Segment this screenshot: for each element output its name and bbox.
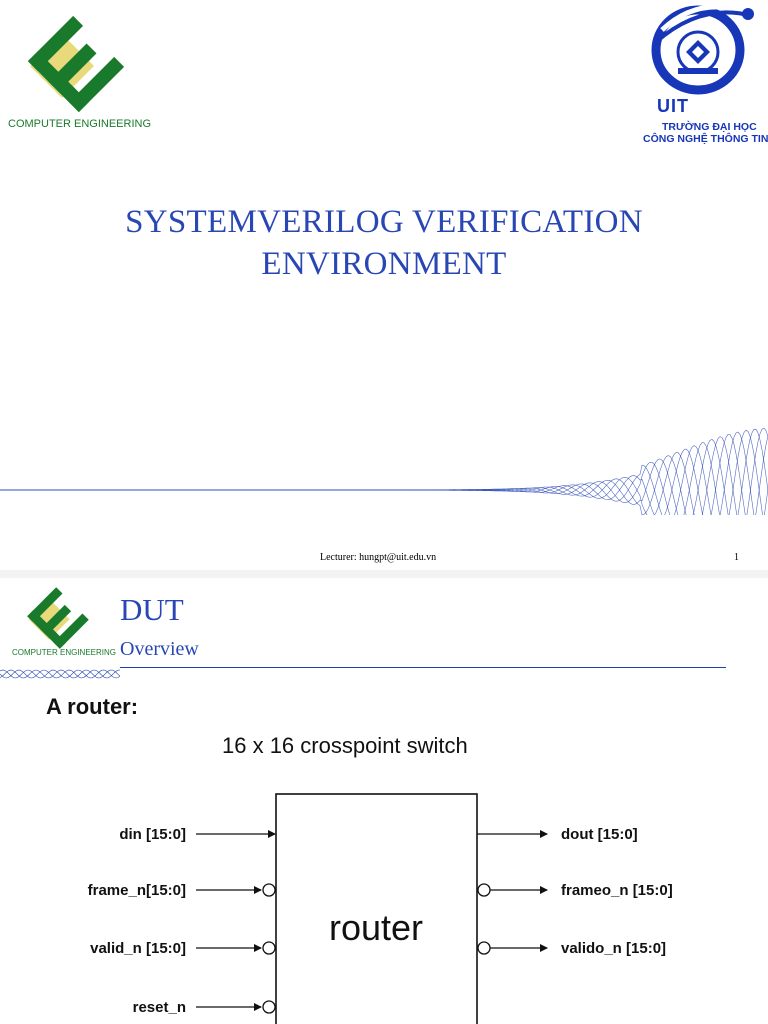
wave-line — [0, 428, 768, 515]
computer-engineering-logo — [26, 14, 126, 114]
uit-name: UIT — [657, 96, 689, 116]
router-heading: A router: — [46, 694, 139, 719]
decorative-wave — [0, 668, 120, 688]
title-rule — [120, 667, 726, 668]
wave-line — [0, 434, 768, 515]
output-label-dout: dout [15:0] — [561, 826, 638, 843]
slide-footer: Lecturer: hungpt@uit.edu.vn — [320, 552, 437, 563]
slide-title-line-1: SYSTEMVERILOG VERIFICATION — [125, 204, 643, 240]
computer-engineering-logo — [26, 586, 90, 650]
uit-line-1: TRƯỜNG ĐẠI HỌC — [662, 121, 757, 133]
input-label-valid-n: valid_n [15:0] — [90, 940, 186, 957]
slide-separator — [0, 570, 768, 578]
slide-title-line-2: ENVIRONMENT — [261, 246, 507, 282]
inversion-bubble-valid-n — [263, 942, 275, 954]
wave-line — [0, 429, 768, 515]
logo-caption: COMPUTER ENGINEERING — [12, 648, 117, 657]
dut-slide — [0, 578, 768, 1024]
switch-caption: 16 x 16 crosspoint switch — [222, 733, 468, 758]
output-label-valido-n: valido_n [15:0] — [561, 940, 667, 957]
wave-line — [0, 430, 768, 515]
output-label-frameo-n: frameo_n [15:0] — [561, 882, 673, 899]
decorative-wave — [0, 395, 768, 515]
slide-subtitle: Overview — [120, 638, 199, 660]
uit-line-2: CÔNG NGHỆ THÔNG TIN — [643, 133, 768, 145]
router-label: router — [328, 907, 424, 948]
inversion-bubble-valido-n — [478, 942, 490, 954]
wave-line — [0, 432, 768, 515]
inversion-bubble-frameo-n — [478, 884, 490, 896]
page-number: 1 — [734, 552, 739, 563]
uit-logo — [642, 2, 762, 97]
input-label-reset-n: reset_n — [132, 999, 186, 1016]
input-label-din: din [15:0] — [119, 826, 186, 843]
logo-caption: COMPUTER ENGINEERING — [8, 118, 152, 130]
wave-line — [0, 436, 768, 515]
inversion-bubble-frame-n — [263, 884, 275, 896]
router-diagram — [0, 778, 768, 1024]
slide-title: DUT — [120, 592, 184, 627]
inversion-bubble-reset-n — [263, 1001, 275, 1013]
input-label-frame-n: frame_n[15:0] — [87, 882, 186, 899]
